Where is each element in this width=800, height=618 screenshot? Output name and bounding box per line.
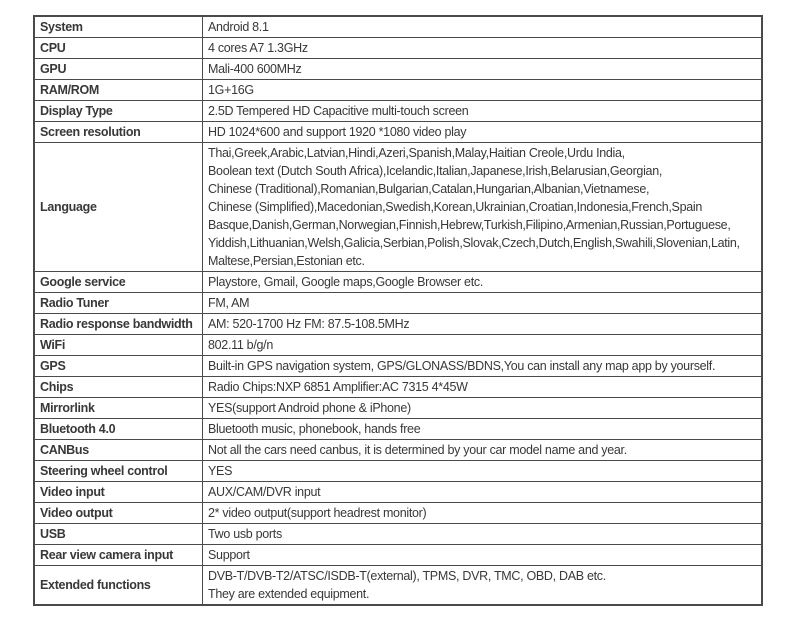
spec-value: FM, AM (203, 293, 763, 314)
spec-value: YES (203, 461, 763, 482)
spec-value: Two usb ports (203, 524, 763, 545)
spec-row (34, 356, 762, 377)
spec-value: Not all the cars need canbus, it is determined by your car model name and year. (203, 440, 763, 461)
spec-label: GPU (34, 59, 203, 80)
spec-value-line: Maltese,Persian,Estonian etc. (208, 254, 365, 268)
spec-label: WiFi (34, 335, 203, 356)
spec-label: Video output (34, 503, 203, 524)
spec-value-line: Chinese (Traditional),Romanian,Bulgarian,Catalan,Hungarian,Albanian,Vietnamese, (208, 182, 650, 196)
spec-row (34, 38, 762, 59)
spec-value: Built-in GPS navigation system, GPS/GLONASS/BDNS,You can install any map app by yourself. (203, 356, 763, 377)
spec-label: Display Type (34, 101, 203, 122)
spec-value: 2* video output(support headrest monitor) (203, 503, 763, 524)
spec-row (34, 419, 762, 440)
spec-row (34, 440, 762, 461)
product-spec-table (33, 15, 763, 606)
spec-label: Video input (34, 482, 203, 503)
spec-label: USB (34, 524, 203, 545)
spec-label: Chips (34, 377, 203, 398)
spec-label: Google service (34, 272, 203, 293)
spec-row (34, 101, 762, 122)
spec-value-line: Boolean text (Dutch South Africa),Icelandic,Italian,Japanese,Irish,Belarusian,Georgian, (208, 164, 663, 178)
spec-row (34, 314, 762, 335)
spec-value: Playstore, Gmail, Google maps,Google Browser etc. (203, 272, 763, 293)
spec-value: AUX/CAM/DVR input (203, 482, 763, 503)
spec-label: Bluetooth 4.0 (34, 419, 203, 440)
spec-label: Radio response bandwidth (34, 314, 203, 335)
spec-value: 2.5D Tempered HD Capacitive multi-touch screen (203, 101, 763, 122)
spec-row (34, 503, 762, 524)
spec-label: Rear view camera input (34, 545, 203, 566)
spec-row (34, 59, 762, 80)
spec-label: System (34, 16, 203, 38)
spec-label: Radio Tuner (34, 293, 203, 314)
spec-value: YES(support Android phone & iPhone) (203, 398, 763, 419)
spec-value: 4 cores A7 1.3GHz (203, 38, 763, 59)
spec-label: GPS (34, 356, 203, 377)
spec-row (34, 293, 762, 314)
spec-value-line: Chinese (Simplified),Macedonian,Swedish,Korean,Ukrainian,Croatian,Indonesia,French,Spain (208, 200, 703, 214)
spec-row (34, 566, 762, 606)
spec-row (34, 335, 762, 356)
spec-row (34, 545, 762, 566)
spec-table-body (34, 16, 762, 605)
spec-row (34, 80, 762, 101)
spec-label: Language (34, 143, 203, 272)
spec-value: Android 8.1 (203, 16, 763, 38)
spec-value: Bluetooth music, phonebook, hands free (203, 419, 763, 440)
spec-value: Support (203, 545, 763, 566)
spec-label: CANBus (34, 440, 203, 461)
spec-value: Radio Chips:NXP 6851 Amplifier:AC 7315 4*45W (203, 377, 763, 398)
spec-value: HD 1024*600 and support 1920 *1080 video play (203, 122, 763, 143)
spec-value-line: They are extended equipment. (208, 587, 370, 601)
spec-row (34, 272, 762, 293)
spec-value: AM: 520-1700 Hz FM: 87.5-108.5MHz (203, 314, 763, 335)
spec-row (34, 482, 762, 503)
spec-row (34, 524, 762, 545)
spec-value: 1G+16G (203, 80, 763, 101)
spec-value: Mali-400 600MHz (203, 59, 763, 80)
spec-value-line: Yiddish,Lithuanian,Welsh,Galicia,Serbian,Polish,Slovak,Czech,Dutch,English,Swahili,Slovenian,Latin, (208, 236, 740, 250)
spec-value-line: Thai,Greek,Arabic,Latvian,Hindi,Azeri,Spanish,Malay,Haitian Creole,Urdu India, (208, 146, 625, 160)
spec-value (203, 143, 763, 272)
spec-value: 802.11 b/g/n (203, 335, 763, 356)
spec-label: Mirrorlink (34, 398, 203, 419)
spec-row (34, 398, 762, 419)
spec-label: CPU (34, 38, 203, 59)
spec-value-line: DVB-T/DVB-T2/ATSC/ISDB-T(external), TPMS, DVR, TMC, OBD, DAB etc. (208, 569, 606, 583)
spec-label: RAM/ROM (34, 80, 203, 101)
spec-row (34, 16, 762, 38)
spec-row (34, 122, 762, 143)
spec-row (34, 461, 762, 482)
spec-row (34, 143, 762, 272)
spec-value (203, 566, 763, 606)
spec-label: Extended functions (34, 566, 203, 606)
spec-label: Steering wheel control (34, 461, 203, 482)
spec-label: Screen resolution (34, 122, 203, 143)
spec-row (34, 377, 762, 398)
spec-value-line: Basque,Danish,German,Norwegian,Finnish,Hebrew,Turkish,Filipino,Armenian,Russian,Portuguese, (208, 218, 731, 232)
